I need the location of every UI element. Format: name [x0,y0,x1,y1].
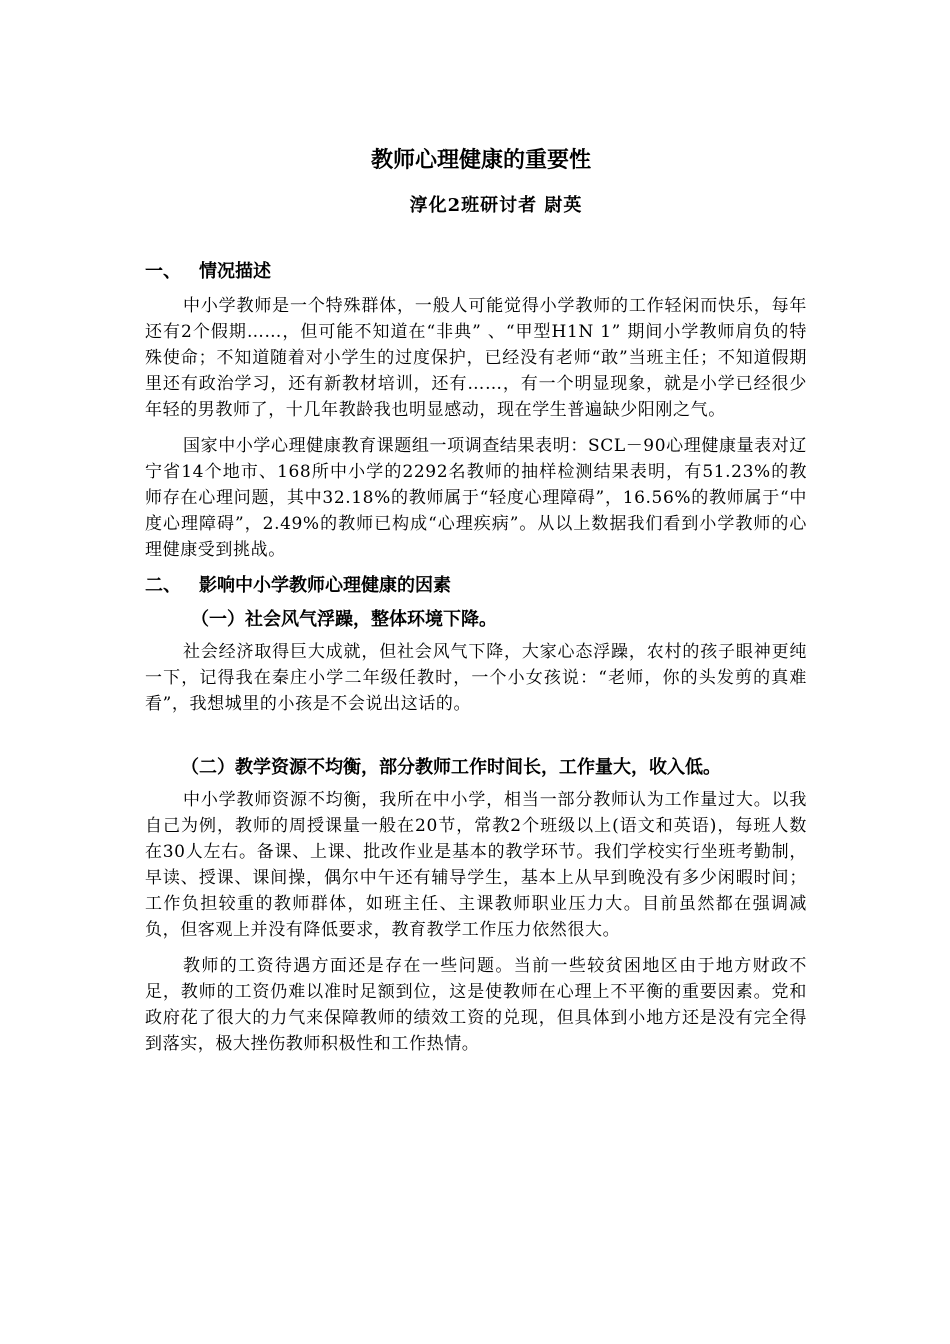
paragraph: 社会经济取得巨大成就，但社会风气下降，大家心态浮躁，农村的孩子眼神更纯一下，记得我在秦庄小学二年级任教时，一个小女孩说：“老师，你的头发剪的真难看”，我想城里的小孩是不会说出这话的。 [145,642,807,714]
section-1-heading [145,259,807,285]
section-1-number: 一、 [145,261,181,282]
subsection-1-heading: （一）社会风气浮躁，整体环境下降。 [191,609,497,630]
section-2-number: 二、 [145,575,181,596]
paragraph: 国家中小学心理健康教育课题组一项调查结果表明：SCL－90心理健康量表对辽宁省14个地市、168所中小学的2292名教师的抽样检测结果表明，有51.23%的教师存在心理问题，其中32.18%的教师属于“轻度心理障碍”，16.56%的教师属于“中度心理障碍”，2.49%的教师已构成“心理疾病”。从以上数据我们看到小学教师的心理健康受到挑战。 [145,436,807,560]
section-2-heading [145,573,807,599]
paragraph: 中小学教师资源不均衡，我所在中小学，相当一部分教师认为工作量过大。以我自己为例，教师的周授课量一般在20节，常教2个班级以上(语文和英语)，每班人数在30人左右。备课、上课、批改作业是基本的教学环节。我们学校实行坐班考勤制，早读、授课、课间操，偶尔中午还有辅导学生，基本上从早到晚没有多少闲暇时间；工作负担较重的教师群体，如班主任、主课教师职业压力大。目前虽然都在强调减负，但客观上并没有降低要求，教育教学工作压力依然很大。 [145,790,807,940]
subsection-2-heading: （二）教学资源不均衡，部分教师工作时间长，工作量大，收入低。 [181,757,721,778]
paragraph: 教师的工资待遇方面还是存在一些问题。当前一些较贫困地区由于地方财政不足，教师的工资仍难以准时足额到位，这是使教师在心理上不平衡的重要因素。党和政府花了很大的力气来保障教师的绩效工资的兑现，但具体到小地方还是没有完全得到落实，极大挫伤教师积极性和工作热情。 [145,956,807,1054]
section-1-title: 情况描述 [199,261,271,282]
document-page [145,145,807,1067]
section-2-title: 影响中小学教师心理健康的因素 [199,575,451,596]
document-title: 教师心理健康的重要性 [370,148,591,173]
document-author: 淳化2班研讨者 尉英 [409,195,583,216]
paragraph: 中小学教师是一个特殊群体，一般人可能觉得小学教师的工作轻闲而快乐，每年还有2个假期……，但可能不知道在“非典” 、“甲型H1N 1” 期间小学教师肩负的特殊使命；不知道随着对小学生的过度保护，已经没有老师“敢”当班主任；不知道假期里还有政治学习，还有新教材培训，还有……，有一个明显现象，就是小学已经很少年轻的男教师了，十几年教龄我也明显感动，现在学生普遍缺少阳刚之气。 [145,296,807,420]
